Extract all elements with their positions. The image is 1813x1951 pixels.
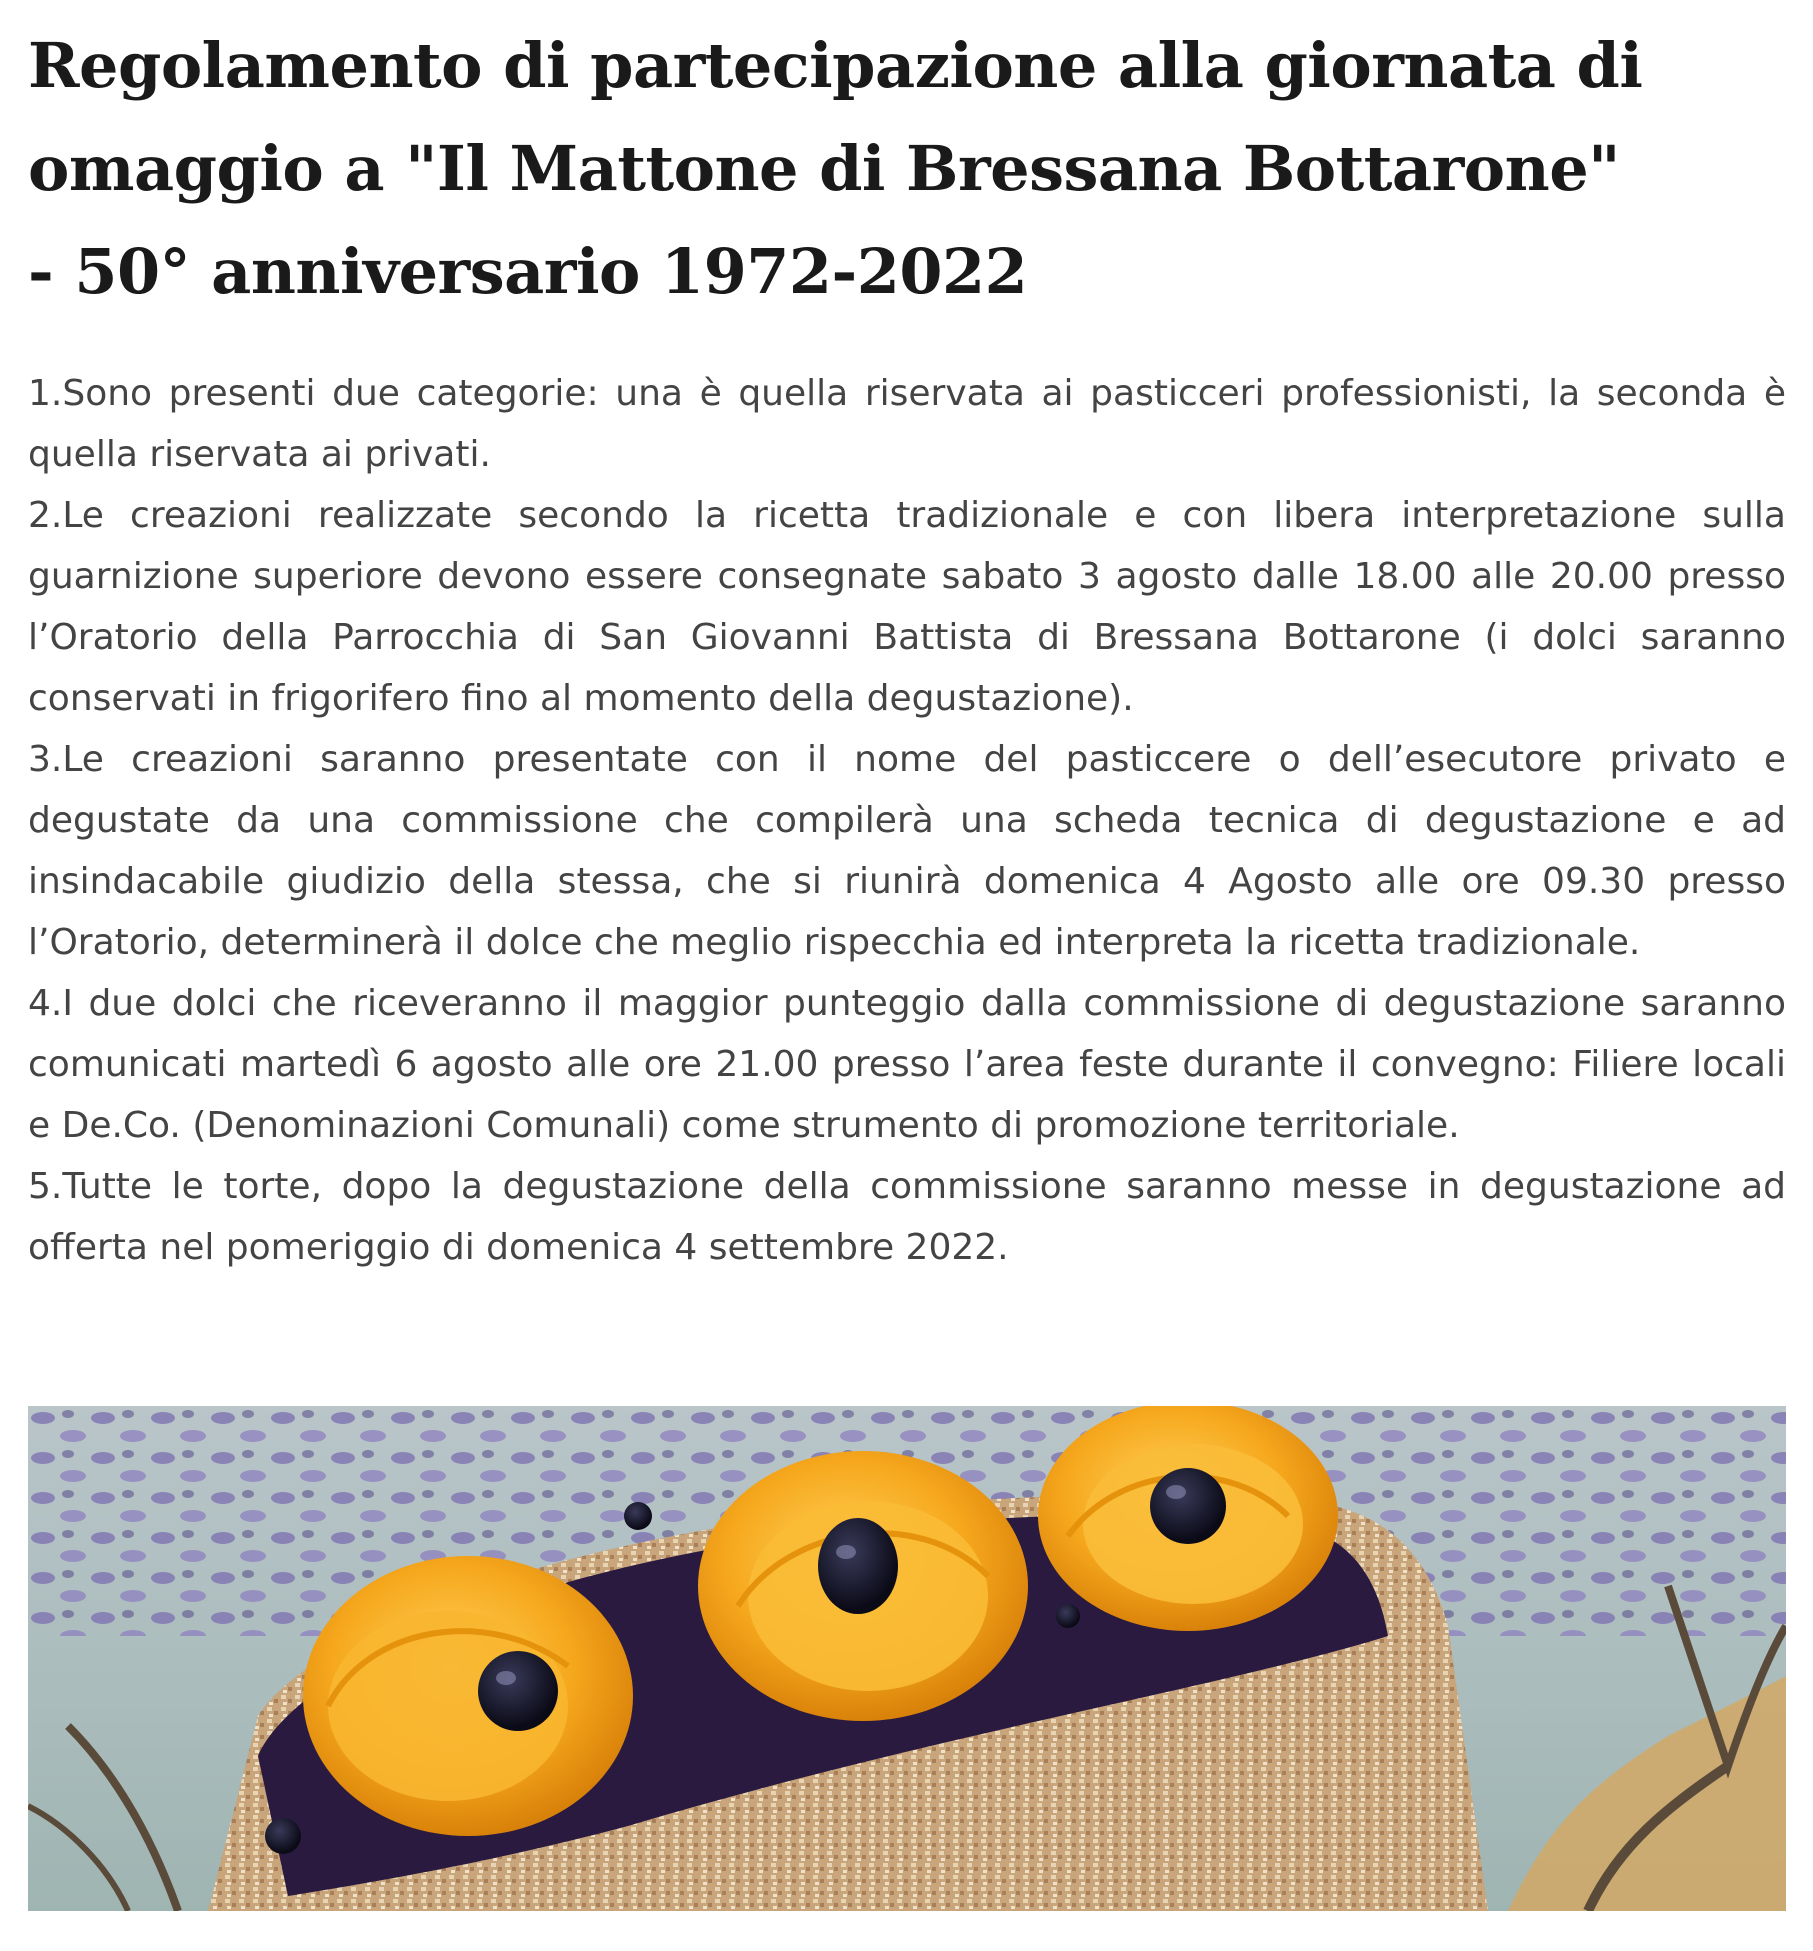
rules-list: [28, 363, 1786, 1278]
peach-rose-2: [698, 1451, 1028, 1721]
rule-item-1: 1.Sono presenti due categorie: una è quella riservata ai pasticceri professionisti, la seconda è quella riservata ai privati.: [28, 373, 1786, 475]
title-line-2: omaggio a "Il Mattone di Bressana Bottarone": [28, 132, 1620, 205]
page-title: [28, 14, 1786, 323]
title-line-3: - 50° anniversario 1972-2022: [28, 235, 1028, 308]
rule-item-4: 4.I due dolci che riceveranno il maggior punteggio dalla commissione di degustazione saranno comunicati martedì 6 agosto alle ore 21.00 presso l’area feste durante il convegno: Filiere locali e De.Co. (Denominazioni Comunali) come strumento di promozione territoriale.: [28, 983, 1786, 1146]
article: [28, 0, 1786, 1278]
peach-rose-3: [1038, 1406, 1338, 1631]
cake-photo: [28, 1406, 1786, 1911]
peach-rose-1: [303, 1556, 633, 1836]
title-line-1: Regolamento di partecipazione alla giornata di: [28, 29, 1643, 102]
rule-item-2: 2.Le creazioni realizzate secondo la ricetta tradizionale e con libera interpretazione sulla guarnizione superiore devono essere consegnate sabato 3 agosto dalle 18.00 alle 20.00 presso l’Oratorio della Parrocchia di San Giovanni Battista di Bressana Bottarone (i dolci saranno conservati in frigorifero fino al momento della degustazione).: [28, 495, 1786, 719]
rule-item-5: 5.Tutte le torte, dopo la degustazione della commissione saranno messe in degustazione ad offerta nel pomeriggio di domenica 4 settembre 2022.: [28, 1166, 1786, 1268]
rule-item-3: 3.Le creazioni saranno presentate con il nome del pasticcere o dell’esecutore privato e degustate da una commissione che compilerà una scheda tecnica di degustazione e ad insindacabile giudizio della stessa, che si riunirà domenica 4 Agosto alle ore 09.30 presso l’Oratorio, determinerà il dolce che meglio rispecchia ed interpreta la ricetta tradizionale.: [28, 739, 1786, 963]
